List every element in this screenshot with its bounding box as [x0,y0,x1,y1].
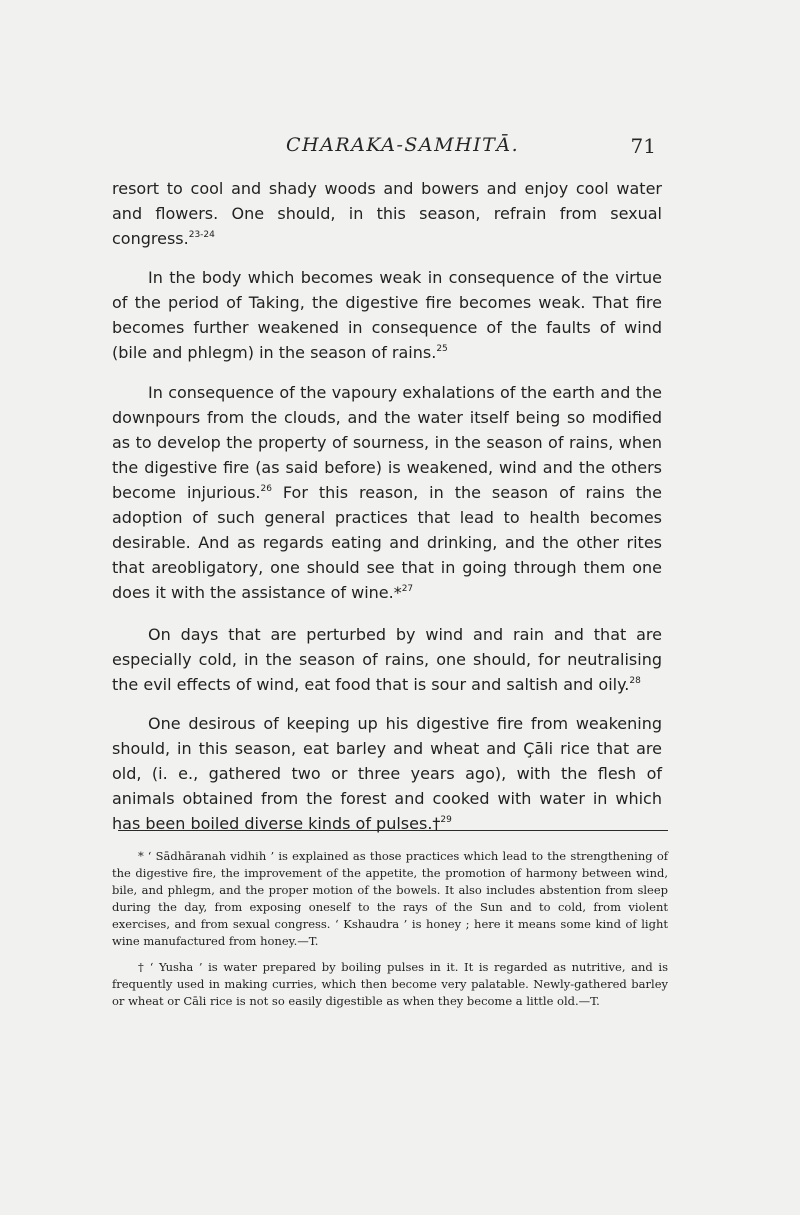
paragraph-5-text: One desirous of keeping up his digestive fire from weakening should, in this season, eat barley and wheat and Çāli rice that are old, (i. e., gathered two or three years ago), with the flesh of animals obtained from the forest and cooked with water in which has been boiled diverse kinds of pulses.† [112,714,662,833]
footnote-2 [112,959,668,1010]
verse-ref-23-24: 23-24 [188,230,215,240]
verse-ref-28: 28 [629,676,641,686]
footnote-1 [112,848,668,950]
footnote-1-text: ‘ Sādhāranah vidhih ’ is explained as those practices which lead to the strengthening of the digestive fire, the improvement of the appetite, the promotion of harmony between wind, bile, and phlegm, and the proper motion of the bowels. It also includes abstention from sleep during the day, from exposing oneself to the rays of the Sun and to cold, from violent exercises, and from sexual congress. ‘ Kshaudra ’ is honey ; here it means some kind of light wine manufactured from honey.—T. [112,849,668,948]
paragraph-2 [112,265,662,365]
verse-ref-26: 26 [260,484,272,494]
paragraph-2-text: In the body which becomes weak in consequence of the virtue of the period of Taking, the digestive fire becomes weak. That fire becomes further weakened in consequence of the faults of wind (bile and phlegm) in the season of rains. [112,268,662,362]
paragraph-5 [112,711,662,836]
running-title: CHARAKA-SAMHITĀ. [286,134,520,156]
paragraph-4-text: On days that are perturbed by wind and rain and that are especially cold, in the season of rains, one should, for neutralising the evil effects of wind, eat food that is sour and saltish and oily. [112,625,662,694]
paragraph-3-text-a: In consequence of the vapoury exhalations of the earth and the downpours from the clouds, and the water itself being so modified as to develop the property of sourness, in the season of rains, when the digestive fire (as said before) is weakened, wind and the others become injurious. [112,383,662,502]
footnote-2-text: ‘ Yusha ’ is water prepared by boiling pulses in it. It is regarded as nutritive, and is frequently used in making curries, which then become very palatable. Newly-gathered barley or wheat or Cāli rice is not so easily digestible as when they become a little old.—T. [112,960,668,1008]
running-head [114,134,656,164]
verse-ref-25: 25 [436,344,448,354]
paragraph-4 [112,622,662,697]
verse-ref-27: 27 [401,584,414,594]
paragraph-3 [112,380,662,605]
main-text [112,176,662,836]
verse-ref-29: 29 [440,815,452,825]
paragraph-3-text-b: For this reason, in the season of rains the adoption of such general practices that lead to health becomes desirable. And as regards eating and drinking, and the other rites that areobligatory, one should see that in going through them one does it with the assistance of wine.* [112,483,662,602]
footnote-1-mark: * [138,849,144,863]
page-number: 71 [630,134,656,158]
footnotes [112,848,668,1010]
footnote-divider [118,830,668,831]
footnote-2-mark: † [138,960,146,974]
paragraph-1-text: resort to cool and shady woods and bowers and enjoy cool water and flowers. One should, in this season, refrain from sexual congress. [112,179,662,248]
paragraph-1 [112,176,662,251]
